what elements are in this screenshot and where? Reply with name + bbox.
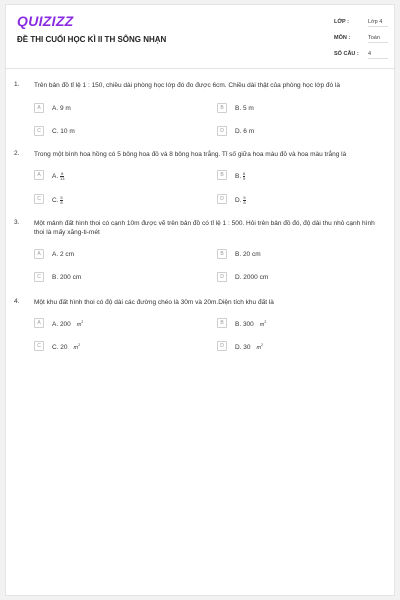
option-text: A. 9 m <box>52 105 71 112</box>
meta-class-label: LỚP : <box>334 19 349 25</box>
option-text <box>235 343 263 351</box>
meta-class <box>334 17 390 33</box>
meta-subject-label: MÔN : <box>334 35 351 41</box>
option-letter-box: B <box>217 318 227 328</box>
question-text: Một mảnh đất hình thoi có cạnh 10m được vẽ trên bản đồ có tỉ lệ 1 : 500. Hỏi trên bản đồ đó, độ dài thu nhỏ cạnh hình thoi là mấy xăng-ti-mét <box>34 220 375 236</box>
option-prefix: D. <box>235 197 242 205</box>
fraction <box>60 196 62 205</box>
option-text: B. 5 m <box>235 105 254 112</box>
question-number: 3. <box>14 219 20 226</box>
question-number: 2. <box>14 150 20 157</box>
meta-class-value: Lớp 4 <box>368 17 388 27</box>
option-d[interactable] <box>217 126 377 138</box>
question-text: Một khu đất hình thoi có độ dài các đường chéo là 30m và 20m.Diện tích khu đất là <box>34 299 274 306</box>
unit-exponent: 2 <box>261 343 264 347</box>
option-letter-box: C <box>34 194 44 204</box>
option-a[interactable] <box>34 103 194 115</box>
option-c[interactable] <box>34 194 194 206</box>
unit-exponent: 2 <box>78 343 81 347</box>
question-text: Trên bản đồ tỉ lệ 1 : 150, chiều dài phòng học lớp đó đo được 6cm. Chiều dài thật của phòng học lớp đó là <box>34 82 340 89</box>
option-d[interactable] <box>217 272 377 284</box>
option-letter-box: C <box>34 126 44 136</box>
option-text <box>235 196 246 205</box>
option-letter-box: D <box>217 341 227 351</box>
option-c[interactable] <box>34 341 194 353</box>
meta-subject <box>334 33 390 49</box>
fraction-denominator: 5 <box>242 176 246 181</box>
unit: m <box>76 322 82 329</box>
question-number: 4. <box>14 298 20 305</box>
worksheet-meta <box>334 17 390 65</box>
option-d[interactable] <box>217 341 377 353</box>
option-letter-box: B <box>217 170 227 180</box>
fraction-numerator: 5 <box>60 195 63 200</box>
option-letter-box: B <box>217 103 227 113</box>
option-text: B. 200 cm <box>52 274 82 281</box>
fraction-numerator: 8 <box>242 171 246 176</box>
option-letter-box: C <box>34 272 44 282</box>
option-prefix: B. 300 <box>235 321 254 329</box>
option-prefix: C. 20 <box>52 344 68 352</box>
quizizz-logo: QUIZIZZ <box>17 13 74 29</box>
option-prefix: A. 200 <box>52 321 71 329</box>
question-text: Trong một bình hoa hồng có 5 bông hoa đỏ và 8 bông hoa trắng. Tỉ số giữa hoa màu đỏ và hoa màu trắng là <box>34 151 347 158</box>
meta-count-label: SỐ CÂU : <box>334 51 359 57</box>
option-text: C. 10 m <box>52 128 75 135</box>
option-letter-box: C <box>34 341 44 351</box>
option-text <box>52 343 80 351</box>
option-b[interactable] <box>217 103 377 115</box>
option-text <box>52 172 64 181</box>
fraction <box>243 172 245 181</box>
unit: m <box>256 345 262 352</box>
option-b[interactable] <box>217 249 377 261</box>
option-text: D. 6 m <box>235 128 255 135</box>
option-b[interactable] <box>217 170 377 182</box>
option-prefix: C. <box>52 197 59 205</box>
fraction-denominator: 8 <box>243 200 246 205</box>
meta-count-value: 4 <box>368 49 388 59</box>
fraction <box>60 172 64 181</box>
option-text <box>235 320 266 328</box>
option-letter-box: D <box>217 194 227 204</box>
option-c[interactable] <box>34 272 194 284</box>
option-text <box>235 172 245 181</box>
worksheet-header <box>6 5 394 69</box>
fraction-denominator: 8 <box>60 200 63 205</box>
option-prefix: B. <box>235 173 242 181</box>
option-letter-box: A <box>34 103 44 113</box>
unit: m <box>259 322 265 329</box>
meta-count <box>334 49 390 65</box>
option-text: B. 20 cm <box>235 251 261 258</box>
option-letter-box: B <box>217 249 227 259</box>
option-b[interactable] <box>217 318 377 330</box>
option-letter-box: A <box>34 318 44 328</box>
unit: m <box>73 345 79 352</box>
option-letter-box: D <box>217 126 227 136</box>
option-a[interactable] <box>34 249 194 261</box>
unit-exponent: 2 <box>264 320 267 324</box>
option-letter-box: A <box>34 249 44 259</box>
question-number: 1. <box>14 81 20 88</box>
worksheet-page <box>5 4 395 596</box>
option-prefix: A. <box>52 173 59 181</box>
fraction-denominator: 13 <box>59 176 65 181</box>
fraction <box>243 196 245 205</box>
option-prefix: D. 30 <box>235 344 251 352</box>
option-letter-box: A <box>34 170 44 180</box>
option-a[interactable] <box>34 170 194 182</box>
option-c[interactable] <box>34 126 194 138</box>
worksheet-title: ĐỀ THI CUỐI HỌC KÌ II TH SÔNG NHẠN <box>17 35 167 44</box>
option-text: A. 2 cm <box>52 251 75 258</box>
fraction-numerator: 5 <box>243 195 246 200</box>
option-letter-box: D <box>217 272 227 282</box>
option-text <box>52 320 83 328</box>
option-a[interactable] <box>34 318 194 330</box>
unit-exponent: 2 <box>81 320 84 324</box>
option-text: D. 2000 cm <box>235 274 269 281</box>
meta-subject-value: Toán <box>368 33 388 43</box>
option-text <box>52 196 63 205</box>
option-d[interactable] <box>217 194 377 206</box>
fraction-numerator: 8 <box>61 171 64 176</box>
